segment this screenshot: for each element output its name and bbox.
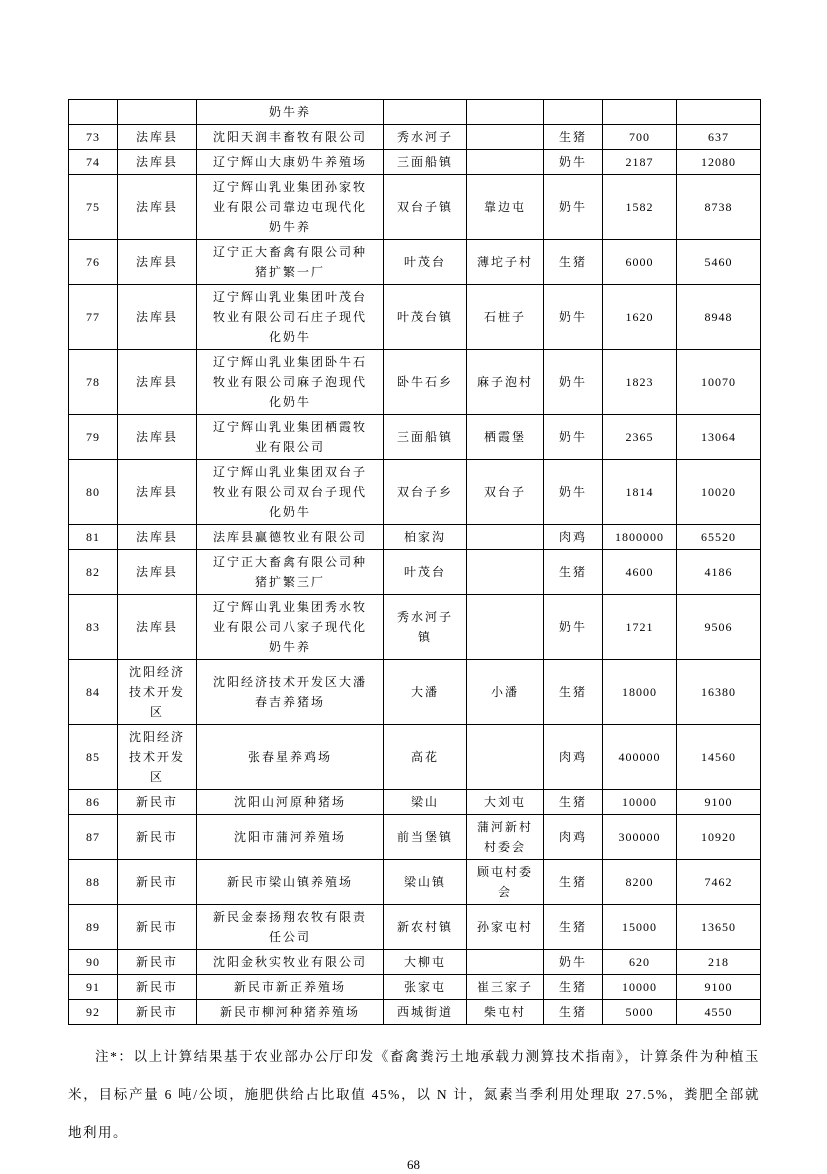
table-cell-num1: 1814: [603, 460, 677, 525]
table-cell-town: 卧牛石乡: [384, 350, 467, 415]
table-cell-num2: 13650: [677, 905, 761, 950]
table-cell-county: 新民市: [118, 905, 197, 950]
table-cell-county: 沈阳经济技术开发区: [118, 725, 197, 790]
table-cell-town: 秀水河子镇: [384, 595, 467, 660]
table-cell-no: 73: [69, 125, 118, 150]
table-cell-animal: 奶牛: [544, 595, 603, 660]
table-cell-num2: 9100: [677, 790, 761, 815]
table-row: [69, 790, 761, 815]
table-cell-village: 靠边屯: [467, 175, 544, 240]
table-cell-county: 法库县: [118, 285, 197, 350]
table-row: [69, 415, 761, 460]
table-cell-animal: 肉鸡: [544, 725, 603, 790]
table-cell-num2: 9100: [677, 975, 761, 1000]
table-cell-num1: 1582: [603, 175, 677, 240]
table-row: [69, 1000, 761, 1025]
table-cell-no: 92: [69, 1000, 118, 1025]
table-cell-village: 双台子: [467, 460, 544, 525]
table-cell-animal: 奶牛: [544, 285, 603, 350]
table-body: [69, 100, 761, 1025]
table-cell-farm: 沈阳市蒲河养殖场: [197, 815, 384, 860]
table-cell-no: 74: [69, 150, 118, 175]
table-cell-animal: 奶牛: [544, 350, 603, 415]
table-cell-town: 柏家沟: [384, 525, 467, 550]
table-cell-no: [69, 100, 118, 125]
table-cell-animal: 生猪: [544, 975, 603, 1000]
table-cell-village: 柴屯村: [467, 1000, 544, 1025]
table-cell-farm: 辽宁辉山大康奶牛养殖场: [197, 150, 384, 175]
table-cell-county: 法库县: [118, 350, 197, 415]
table-cell-town: 秀水河子: [384, 125, 467, 150]
table-cell-no: 82: [69, 550, 118, 595]
table-cell-num1: [603, 100, 677, 125]
table-cell-village: 蒲河新村村委会: [467, 815, 544, 860]
table-row: [69, 175, 761, 240]
table-cell-animal: 生猪: [544, 240, 603, 285]
table-cell-no: 90: [69, 950, 118, 975]
table-row: [69, 815, 761, 860]
table-row: [69, 150, 761, 175]
table-cell-farm: 沈阳天润丰畜牧有限公司: [197, 125, 384, 150]
table-cell-num2: 8738: [677, 175, 761, 240]
table-cell-num2: 10070: [677, 350, 761, 415]
table-row: [69, 525, 761, 550]
table-cell-village: 小潘: [467, 660, 544, 725]
table-cell-num2: 8948: [677, 285, 761, 350]
table-cell-town: 三面船镇: [384, 150, 467, 175]
table-cell-county: 法库县: [118, 525, 197, 550]
table-row: [69, 975, 761, 1000]
table-cell-num1: 10000: [603, 790, 677, 815]
table-cell-town: 高花: [384, 725, 467, 790]
table-cell-num2: 16380: [677, 660, 761, 725]
table-cell-num2: 5460: [677, 240, 761, 285]
table-cell-num2: 7462: [677, 860, 761, 905]
table-cell-county: 新民市: [118, 975, 197, 1000]
table-cell-farm: 沈阳金秋实牧业有限公司: [197, 950, 384, 975]
table-cell-county: 法库县: [118, 595, 197, 660]
table-cell-county: 法库县: [118, 175, 197, 240]
table-cell-num1: 8200: [603, 860, 677, 905]
table-cell-village: [467, 725, 544, 790]
table-cell-village: 崔三家子: [467, 975, 544, 1000]
table-cell-county: 法库县: [118, 550, 197, 595]
table-cell-num1: 700: [603, 125, 677, 150]
table-cell-town: 西城街道: [384, 1000, 467, 1025]
table-cell-no: 75: [69, 175, 118, 240]
table-cell-no: 78: [69, 350, 118, 415]
table-cell-village: 麻子泡村: [467, 350, 544, 415]
table-row: [69, 860, 761, 905]
table-cell-no: 87: [69, 815, 118, 860]
table-row: [69, 100, 761, 125]
table-cell-farm: 辽宁辉山乳业集团栖霞牧业有限公司: [197, 415, 384, 460]
table-cell-farm: 辽宁正大畜禽有限公司种猪扩繁三厂: [197, 550, 384, 595]
table-cell-num1: 6000: [603, 240, 677, 285]
table-cell-farm: 沈阳山河原种猪场: [197, 790, 384, 815]
table-cell-num1: 400000: [603, 725, 677, 790]
table-cell-num1: 2187: [603, 150, 677, 175]
table-row: [69, 350, 761, 415]
table-cell-farm: 辽宁辉山乳业集团双台子牧业有限公司双台子现代化奶牛: [197, 460, 384, 525]
table-cell-town: 大潘: [384, 660, 467, 725]
table-cell-no: 81: [69, 525, 118, 550]
table-cell-num1: 15000: [603, 905, 677, 950]
table-cell-animal: [544, 100, 603, 125]
table-cell-county: [118, 100, 197, 125]
table-cell-no: 89: [69, 905, 118, 950]
table-cell-no: 85: [69, 725, 118, 790]
table-cell-no: 83: [69, 595, 118, 660]
table-cell-village: 栖霞堡: [467, 415, 544, 460]
table-cell-num2: 637: [677, 125, 761, 150]
table-cell-num1: 1800000: [603, 525, 677, 550]
table-cell-no: 77: [69, 285, 118, 350]
table-cell-no: 80: [69, 460, 118, 525]
table-cell-no: 79: [69, 415, 118, 460]
table-cell-no: 76: [69, 240, 118, 285]
table-cell-animal: 生猪: [544, 790, 603, 815]
table-cell-county: 新民市: [118, 1000, 197, 1025]
table-cell-town: 大柳屯: [384, 950, 467, 975]
table-cell-animal: 生猪: [544, 660, 603, 725]
table-cell-town: 张家屯: [384, 975, 467, 1000]
table-cell-num2: 65520: [677, 525, 761, 550]
table-cell-farm: 辽宁辉山乳业集团孙家牧业有限公司靠边屯现代化奶牛养: [197, 175, 384, 240]
table-cell-town: 叶茂台: [384, 240, 467, 285]
table-cell-num2: 12080: [677, 150, 761, 175]
table-cell-county: 沈阳经济技术开发区: [118, 660, 197, 725]
table-cell-county: 法库县: [118, 150, 197, 175]
table-cell-animal: 肉鸡: [544, 815, 603, 860]
table-cell-animal: 肉鸡: [544, 525, 603, 550]
table-cell-animal: 奶牛: [544, 950, 603, 975]
table-cell-farm: 新民金泰扬翔农牧有限责任公司: [197, 905, 384, 950]
table-cell-animal: 生猪: [544, 860, 603, 905]
table-cell-village: [467, 150, 544, 175]
table-cell-village: 石桩子: [467, 285, 544, 350]
table-row: [69, 285, 761, 350]
table-cell-town: 叶茂台镇: [384, 285, 467, 350]
table-cell-village: [467, 950, 544, 975]
table-cell-village: [467, 550, 544, 595]
table-cell-farm: 新民市梁山镇养殖场: [197, 860, 384, 905]
table-row: [69, 240, 761, 285]
table-cell-town: [384, 100, 467, 125]
table-cell-town: 双台子镇: [384, 175, 467, 240]
table-cell-animal: 生猪: [544, 125, 603, 150]
table-cell-town: 新农村镇: [384, 905, 467, 950]
table-cell-animal: 生猪: [544, 1000, 603, 1025]
table-cell-farm: 辽宁正大畜禽有限公司种猪扩繁一厂: [197, 240, 384, 285]
table-cell-num2: 10920: [677, 815, 761, 860]
table-cell-num2: 218: [677, 950, 761, 975]
table-cell-no: 86: [69, 790, 118, 815]
table-cell-num2: 10020: [677, 460, 761, 525]
table-cell-village: [467, 100, 544, 125]
table-row: [69, 460, 761, 525]
table-row: [69, 660, 761, 725]
table-cell-animal: 奶牛: [544, 460, 603, 525]
table-cell-animal: 奶牛: [544, 415, 603, 460]
table-cell-village: 大刘屯: [467, 790, 544, 815]
table-cell-no: 88: [69, 860, 118, 905]
table-cell-farm: 辽宁辉山乳业集团秀水牧业有限公司八家子现代化奶牛养: [197, 595, 384, 660]
table-cell-farm: 辽宁辉山乳业集团卧牛石牧业有限公司麻子泡现代化奶牛: [197, 350, 384, 415]
table-cell-county: 新民市: [118, 950, 197, 975]
table-cell-town: 前当堡镇: [384, 815, 467, 860]
table-cell-num1: 2365: [603, 415, 677, 460]
table-cell-num2: 9506: [677, 595, 761, 660]
table-cell-village: [467, 595, 544, 660]
table-cell-farm: 辽宁辉山乳业集团叶茂台牧业有限公司石庄子现代化奶牛: [197, 285, 384, 350]
table-cell-village: [467, 125, 544, 150]
table-cell-county: 法库县: [118, 415, 197, 460]
table-cell-county: 法库县: [118, 460, 197, 525]
table-cell-farm: 张春星养鸡场: [197, 725, 384, 790]
table-cell-farm: 奶牛养: [197, 100, 384, 125]
table-cell-num2: [677, 100, 761, 125]
table-cell-county: 新民市: [118, 815, 197, 860]
table-cell-no: 84: [69, 660, 118, 725]
table-cell-farm: 沈阳经济技术开发区大潘春吉养猪场: [197, 660, 384, 725]
table-cell-num1: 1620: [603, 285, 677, 350]
table-row: [69, 905, 761, 950]
table-cell-village: 薄坨子村: [467, 240, 544, 285]
table-cell-town: 双台子乡: [384, 460, 467, 525]
table-cell-animal: 奶牛: [544, 150, 603, 175]
table-cell-num1: 10000: [603, 975, 677, 1000]
table-cell-num2: 4550: [677, 1000, 761, 1025]
table-cell-num1: 300000: [603, 815, 677, 860]
table-cell-village: 顾屯村委会: [467, 860, 544, 905]
table-cell-county: 法库县: [118, 240, 197, 285]
table-row: [69, 725, 761, 790]
table-cell-num1: 18000: [603, 660, 677, 725]
table-cell-farm: 新民市柳河种猪养殖场: [197, 1000, 384, 1025]
table-cell-town: 梁山镇: [384, 860, 467, 905]
table-cell-num2: 14560: [677, 725, 761, 790]
table-cell-town: 梁山: [384, 790, 467, 815]
table-cell-animal: 生猪: [544, 550, 603, 595]
table-cell-num1: 1721: [603, 595, 677, 660]
table-cell-num1: 5000: [603, 1000, 677, 1025]
table-row: [69, 125, 761, 150]
table-cell-town: 叶茂台: [384, 550, 467, 595]
table-cell-num1: 1823: [603, 350, 677, 415]
table-cell-num2: 13064: [677, 415, 761, 460]
table-cell-num1: 620: [603, 950, 677, 975]
table-row: [69, 550, 761, 595]
table-row: [69, 595, 761, 660]
table-cell-county: 新民市: [118, 790, 197, 815]
footnote: 注*：以上计算结果基于农业部办公厅印发《畜禽粪污土地承载力测算技术指南》，计算条件为种植玉米，目标产量 6 吨/公顷，施肥供给占比取值 45%，以 N 计，氮素当季利用处理取 27.5%，粪肥全部就地利用。: [68, 1049, 760, 1140]
table-cell-no: 91: [69, 975, 118, 1000]
table-cell-county: 新民市: [118, 860, 197, 905]
table-row: [69, 950, 761, 975]
table-cell-farm: 新民市新正养殖场: [197, 975, 384, 1000]
table-cell-num2: 4186: [677, 550, 761, 595]
table-cell-town: 三面船镇: [384, 415, 467, 460]
table-cell-village: 孙家屯村: [467, 905, 544, 950]
livestock-farm-table: [68, 99, 761, 1025]
table-cell-farm: 法库县赢德牧业有限公司: [197, 525, 384, 550]
table-cell-animal: 奶牛: [544, 175, 603, 240]
table-cell-num1: 4600: [603, 550, 677, 595]
page-number: 68: [407, 1157, 420, 1172]
table-cell-village: [467, 525, 544, 550]
table-cell-animal: 生猪: [544, 905, 603, 950]
table-cell-county: 法库县: [118, 125, 197, 150]
